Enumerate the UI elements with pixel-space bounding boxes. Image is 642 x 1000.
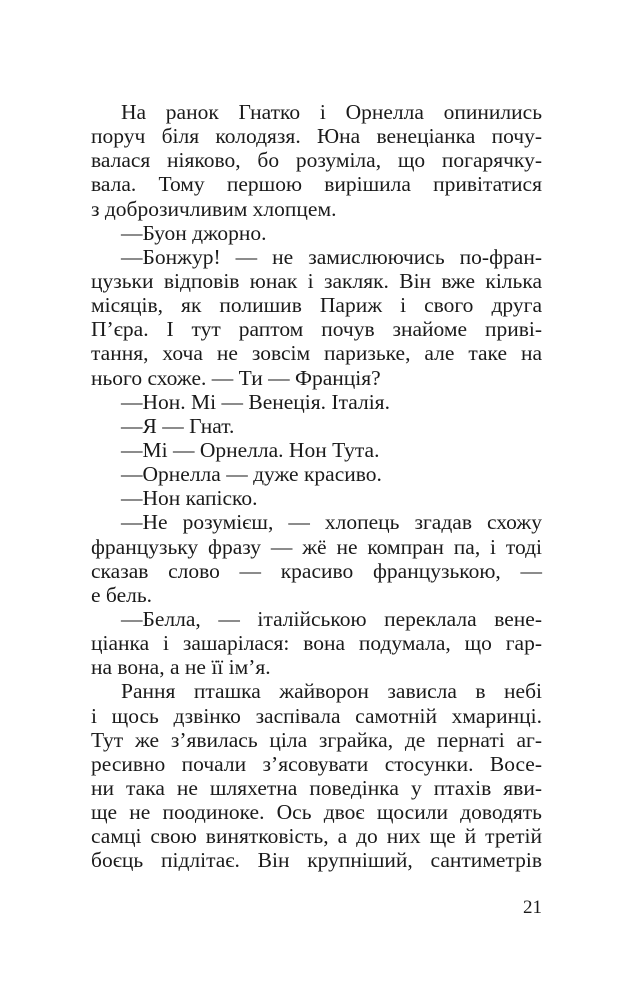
text-line: —Белла, — італійською переклала вене- [121, 606, 542, 631]
text-line: французьку фразу — жё не компран па, і тоді [91, 534, 542, 559]
text-line: нього схоже. — Ти — Франція? [91, 365, 381, 390]
text-line: е бель. [91, 582, 153, 607]
text-line: з доброзичливим хлопцем. [91, 196, 337, 221]
text-line: П’єра. І тут раптом почув знайоме приві- [91, 317, 542, 342]
text-line: на вона, а не її ім’я. [91, 655, 271, 680]
text-line: —Мі — Орнелла. Нон Тута. [121, 437, 380, 462]
text-line: вала. Тому першою вирішила привітатися [91, 172, 542, 197]
text-line: сказав слово — красиво французькою, — [91, 558, 542, 583]
text-line: і щось дзвінко заспівала самотній хмаринці. [91, 703, 542, 728]
text-line: самці свою винятковість, а до них ще й третій [91, 824, 542, 849]
text-line: цузьки відповів юнак і закляк. Він вже кілька [91, 268, 542, 293]
text-line: валася ніяково, бо розуміла, що погарячку- [91, 148, 542, 173]
text-line: поруч біля колодязя. Юна венеціанка почу- [91, 124, 542, 149]
text-line: місяців, як полишив Париж і свого друга [91, 293, 542, 318]
text-line: На ранок Гнатко і Орнелла опинились [121, 100, 542, 124]
text-line: Рання пташка жайворон зависла в небі [121, 679, 542, 704]
text-line: —Я — Гнат. [121, 413, 235, 438]
text-line: ресивно почали з’ясовувати стосунки. Восе- [91, 751, 542, 776]
text-line: —Буон джорно. [121, 220, 267, 245]
text-line: Тут же з’явилась ціла зграйка, де пернаті аг- [91, 727, 542, 752]
text-line: —Нон. Мі — Венеція. Італія. [121, 389, 390, 414]
text-line: боєць підлітає. Він крупніший, сантиметрів [91, 848, 542, 873]
text-line: ще не поодиноке. Ось двоє щосили доводять [91, 800, 542, 825]
page-number: 21 [523, 897, 542, 918]
text-line: ціанка і зашарілася: вона подумала, що гар- [91, 631, 542, 656]
text-line: —Орнелла — дуже красиво. [121, 462, 382, 487]
text-line: —Не розумієш, — хлопець згадав схожу [121, 510, 542, 535]
text-line: —Нон капіско. [121, 486, 258, 511]
text-line: тання, хоча не зовсім паризьке, але таке на [91, 341, 542, 366]
text-line: —Бонжур! — не замислюючись по-фран- [121, 244, 542, 269]
body-text [91, 100, 542, 873]
text-line: ни така не шляхетна поведінка у птахів яви- [91, 775, 542, 800]
